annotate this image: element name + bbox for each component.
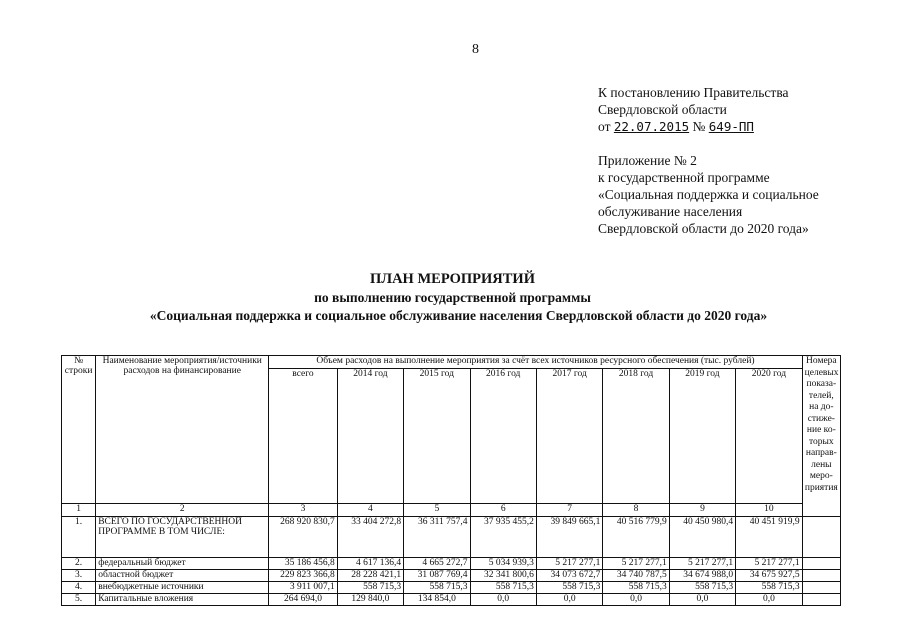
decree-date-line xyxy=(598,118,789,135)
table-row xyxy=(62,582,841,594)
decree-number-prefix: № xyxy=(692,119,706,134)
row-value: 32 341 800,6 xyxy=(470,570,536,582)
row-value: 34 675 927,5 xyxy=(736,570,803,582)
row-number: 3. xyxy=(62,570,96,582)
row-targets xyxy=(802,582,840,594)
row-value: 40 450 980,4 xyxy=(669,517,735,558)
decree-date-prefix: от xyxy=(598,119,611,134)
row-value: 0,0 xyxy=(470,594,536,606)
row-targets xyxy=(802,558,840,570)
row-value: 31 087 769,4 xyxy=(404,570,470,582)
row-value: 129 840,0 xyxy=(337,594,403,606)
row-value: 36 311 757,4 xyxy=(404,517,470,558)
header-year: 2017 год xyxy=(536,369,602,504)
row-total: 264 694,0 xyxy=(269,594,337,606)
column-number: 9 xyxy=(669,504,735,517)
row-value: 37 935 455,2 xyxy=(470,517,536,558)
title-line-2: по выполнению государственной программы xyxy=(314,290,591,305)
row-number: 2. xyxy=(62,558,96,570)
table-row xyxy=(62,570,841,582)
appendix-line-3: «Социальная поддержка и социальное xyxy=(598,187,819,202)
appendix-line-5: Свердловской области до 2020 года» xyxy=(598,221,809,236)
row-number: 4. xyxy=(62,582,96,594)
row-value: 5 217 277,1 xyxy=(736,558,803,570)
row-value: 4 665 272,7 xyxy=(404,558,470,570)
header-year: 2016 год xyxy=(470,369,536,504)
appendix-line-1: Приложение № 2 xyxy=(598,153,697,168)
row-value: 0,0 xyxy=(736,594,803,606)
appendix-reference xyxy=(598,152,819,237)
header-name: Наименование мероприятия/источники расходов на финансирование xyxy=(96,356,269,504)
column-number: 1 xyxy=(62,504,96,517)
decree-reference xyxy=(598,84,789,135)
row-number: 1. xyxy=(62,517,96,558)
row-total: 3 911 007,1 xyxy=(269,582,337,594)
column-number: 2 xyxy=(96,504,269,517)
header-total: всего xyxy=(269,369,337,504)
column-number: 6 xyxy=(470,504,536,517)
row-name: Капитальные вложения xyxy=(96,594,269,606)
row-value: 134 854,0 xyxy=(404,594,470,606)
header-row-no: № строки xyxy=(62,356,96,504)
header-year: 2014 год xyxy=(337,369,403,504)
decree-line-1: К постановлению Правительства xyxy=(598,85,789,100)
row-value: 40 451 919,9 xyxy=(736,517,803,558)
row-value: 558 715,3 xyxy=(404,582,470,594)
row-value: 558 715,3 xyxy=(337,582,403,594)
row-value: 558 715,3 xyxy=(470,582,536,594)
row-targets xyxy=(802,517,840,558)
row-targets xyxy=(802,570,840,582)
header-targets: Номера целевых показа-телей, на до-стиже-ние ко-торых направ-лены меро-приятия xyxy=(802,356,840,517)
page-number: 8 xyxy=(472,42,479,57)
row-name: ВСЕГО ПО ГОСУДАРСТВЕННОЙ ПРОГРАММЕ В ТОМ ЧИСЛЕ: xyxy=(96,517,269,558)
row-value: 4 617 136,4 xyxy=(337,558,403,570)
title-line-1: ПЛАН МЕРОПРИЯТИЙ xyxy=(370,271,535,287)
table-header-row xyxy=(62,356,841,369)
row-total: 35 186 456,8 xyxy=(269,558,337,570)
row-value: 0,0 xyxy=(603,594,669,606)
row-value: 558 715,3 xyxy=(669,582,735,594)
row-name: внебюджетные источники xyxy=(96,582,269,594)
title-line-3: «Социальная поддержка и социальное обслуживание населения Свердловской области до 2020 года» xyxy=(149,308,768,323)
column-number: 4 xyxy=(337,504,403,517)
header-volume: Объем расходов на выполнение мероприятия за счёт всех источников ресурсного обеспечения (тыс. рублей) xyxy=(269,356,802,369)
header-year: 2015 год xyxy=(404,369,470,504)
table-row xyxy=(62,517,841,558)
row-value: 34 740 787,5 xyxy=(603,570,669,582)
column-numbers-row xyxy=(62,504,841,517)
column-number: 7 xyxy=(536,504,602,517)
column-number: 10 xyxy=(736,504,803,517)
row-value: 5 217 277,1 xyxy=(669,558,735,570)
column-number: 8 xyxy=(603,504,669,517)
row-value: 40 516 779,9 xyxy=(603,517,669,558)
row-number: 5. xyxy=(62,594,96,606)
row-value: 5 034 939,3 xyxy=(470,558,536,570)
header-year: 2018 год xyxy=(603,369,669,504)
row-targets xyxy=(802,594,840,606)
row-value: 558 715,3 xyxy=(736,582,803,594)
decree-number: 649-ПП xyxy=(708,119,754,134)
decree-line-2: Свердловской области xyxy=(598,102,727,117)
row-value: 558 715,3 xyxy=(536,582,602,594)
row-total: 229 823 366,8 xyxy=(269,570,337,582)
row-value: 39 849 665,1 xyxy=(536,517,602,558)
row-name: областной бюджет xyxy=(96,570,269,582)
table-row xyxy=(62,558,841,570)
column-number: 5 xyxy=(404,504,470,517)
row-value: 5 217 277,1 xyxy=(603,558,669,570)
column-number: 3 xyxy=(269,504,337,517)
row-value: 34 674 988,0 xyxy=(669,570,735,582)
decree-date: 22.07.2015 xyxy=(613,119,690,134)
appendix-line-2: к государственной программе xyxy=(598,170,770,185)
row-name: федеральный бюджет xyxy=(96,558,269,570)
row-value: 34 073 672,7 xyxy=(536,570,602,582)
row-total: 268 920 830,7 xyxy=(269,517,337,558)
document-title xyxy=(0,270,905,325)
row-value: 33 404 272,8 xyxy=(337,517,403,558)
appendix-line-4: обслуживание населения xyxy=(598,204,743,219)
header-year: 2019 год xyxy=(669,369,735,504)
row-value: 0,0 xyxy=(536,594,602,606)
row-value: 28 228 421,1 xyxy=(337,570,403,582)
plan-table xyxy=(61,355,841,606)
table-row xyxy=(62,594,841,606)
row-value: 5 217 277,1 xyxy=(536,558,602,570)
row-value: 558 715,3 xyxy=(603,582,669,594)
row-value: 0,0 xyxy=(669,594,735,606)
header-year: 2020 год xyxy=(736,369,803,504)
